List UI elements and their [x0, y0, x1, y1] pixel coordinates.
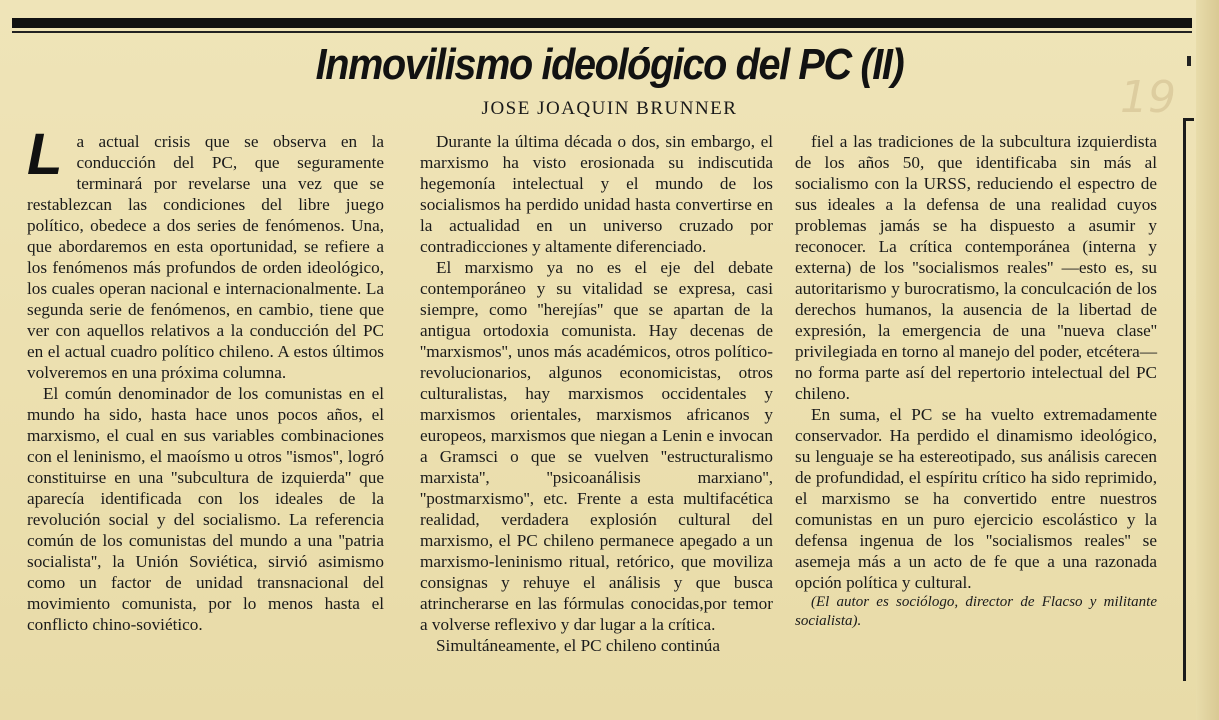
column-bracket — [1183, 118, 1194, 681]
top-heavy-rule — [12, 18, 1192, 28]
paragraph: El común denominador de los comunistas en el mundo ha sido, hasta hace unos pocos años, el marxismo, el cual en sus variables combinaciones con el leninismo, el maoísmo u otros ''ismos'', logró constituirse en una ''subcultura de izquierda'' que aparecía identificada con los ideales de la revolución social y del socialismo. La referencia común de los comunistas del mundo a una ''patria socialista'', la Unión Soviética, sirvió asimismo como un factor de unidad transnacional del movimiento comunista, por lo menos hasta el conflicto chino-soviético. — [27, 384, 384, 634]
article-byline: JOSE JOAQUIN BRUNNER — [481, 98, 738, 119]
article-column-3 — [795, 131, 1157, 631]
handwritten-margin-mark: 19 — [1120, 72, 1176, 123]
paragraph: fiel a las tradiciones de la subcultura izquierdista de los años 50, que identificaba sin más al socialismo con la URSS, reduciendo el espectro de sus ideales a la defensa de una realidad cuyos problemas jamás se ha dispuesto a asumir y reconocer. La crítica contemporánea (interna y externa) de los ''socialismos reales'' —esto es, su autoritarismo y burocratismo, la conculcación de los derechos humanos, la ausencia de la libertad de expresión, la emergencia de una ''nueva clase'' privilegiada en torno al manejo del poder, etcétera— no forma parte así del repertorio intelectual del PC chileno. — [795, 132, 1158, 403]
paragraph: Simultáneamente, el PC chileno continúa — [436, 636, 721, 655]
article-headline: Inmovilismo ideológico del PC (II) — [315, 40, 904, 89]
drop-cap: L — [27, 122, 63, 187]
paragraph: El marxismo ya no es el eje del debate contemporáneo y su vitalidad se expresa, casi siempre, como ''herejías'' que se apartan de la antigua ortodoxia comunista. Hay decenas de ''marxismos'', unos más académicos, otros político-revolucionarios, algunos economicistas, otros culturalistas, hay marxismos occidentales y marxismos orientales, marxismos africanos y europeos, marxismos que niegan a Lenin e invocan a Gramsci o que se vuelven ''estructuralismo marxista'', ''psicoanálisis marxiano'', ''postmarxismo'', etc. Frente a esta multifacética realidad, verdadera explosión cultural del marxismo, el PC chileno permanece apegado a un marxismo-leninismo ritual, retórico, que moviliza consignas y rehuye el análisis y que busca atrincherarse en las fórmulas conocidas,por temor a volverse reflexivo y dar lugar a la crítica. — [420, 258, 773, 634]
paragraph: En suma, el PC se ha vuelto extremadamente conservador. Ha perdido el dinamismo ideológico, su lenguaje se ha estereotipado, sus análisis carecen de profundidad, el espíritu crítico ha sido reprimido, el marxismo se ha convertido entre nuestros comunistas en un puro ejercicio escolástico y la defensa ingenua de los ''socialismos reales'' se asemeja más a un acto de fe que a una razonada opción política y cultural. — [795, 405, 1157, 592]
article-column-1 — [27, 122, 384, 635]
paragraph — [27, 122, 384, 383]
margin-tick — [1187, 56, 1191, 66]
paragraph-text: a actual crisis que se observa en la conducción del PC, que seguramente terminará por revelarse una vez que se restablezcan las condiciones del libre juego político, obedece a dos series de fenómenos. Una, que abordaremos en esta oportunidad, se refiere a los fenómenos más profundos de orden ideológico, los cuales operan nacional e internacionalmente. La segunda serie de fenómenos, en cambio, tiene que ver con aquellos relativos a la conducción del PC en el actual cuadro político chileno. A estos últimos volveremos en una próxima columna. — [27, 132, 384, 382]
paragraph: Durante la última década o dos, sin embargo, el marxismo ha visto erosionada su indiscutida hegemonía intelectual y el mundo de los socialismos ha perdido unidad hasta convertirse en la actualidad en un universo cruzado por contradicciones y altamente diferenciado. — [420, 132, 773, 256]
article-column-2 — [420, 131, 773, 656]
top-thin-rule — [12, 31, 1192, 33]
author-note: (El autor es sociólogo, director de Flacso y militante socialista). — [795, 594, 1157, 629]
